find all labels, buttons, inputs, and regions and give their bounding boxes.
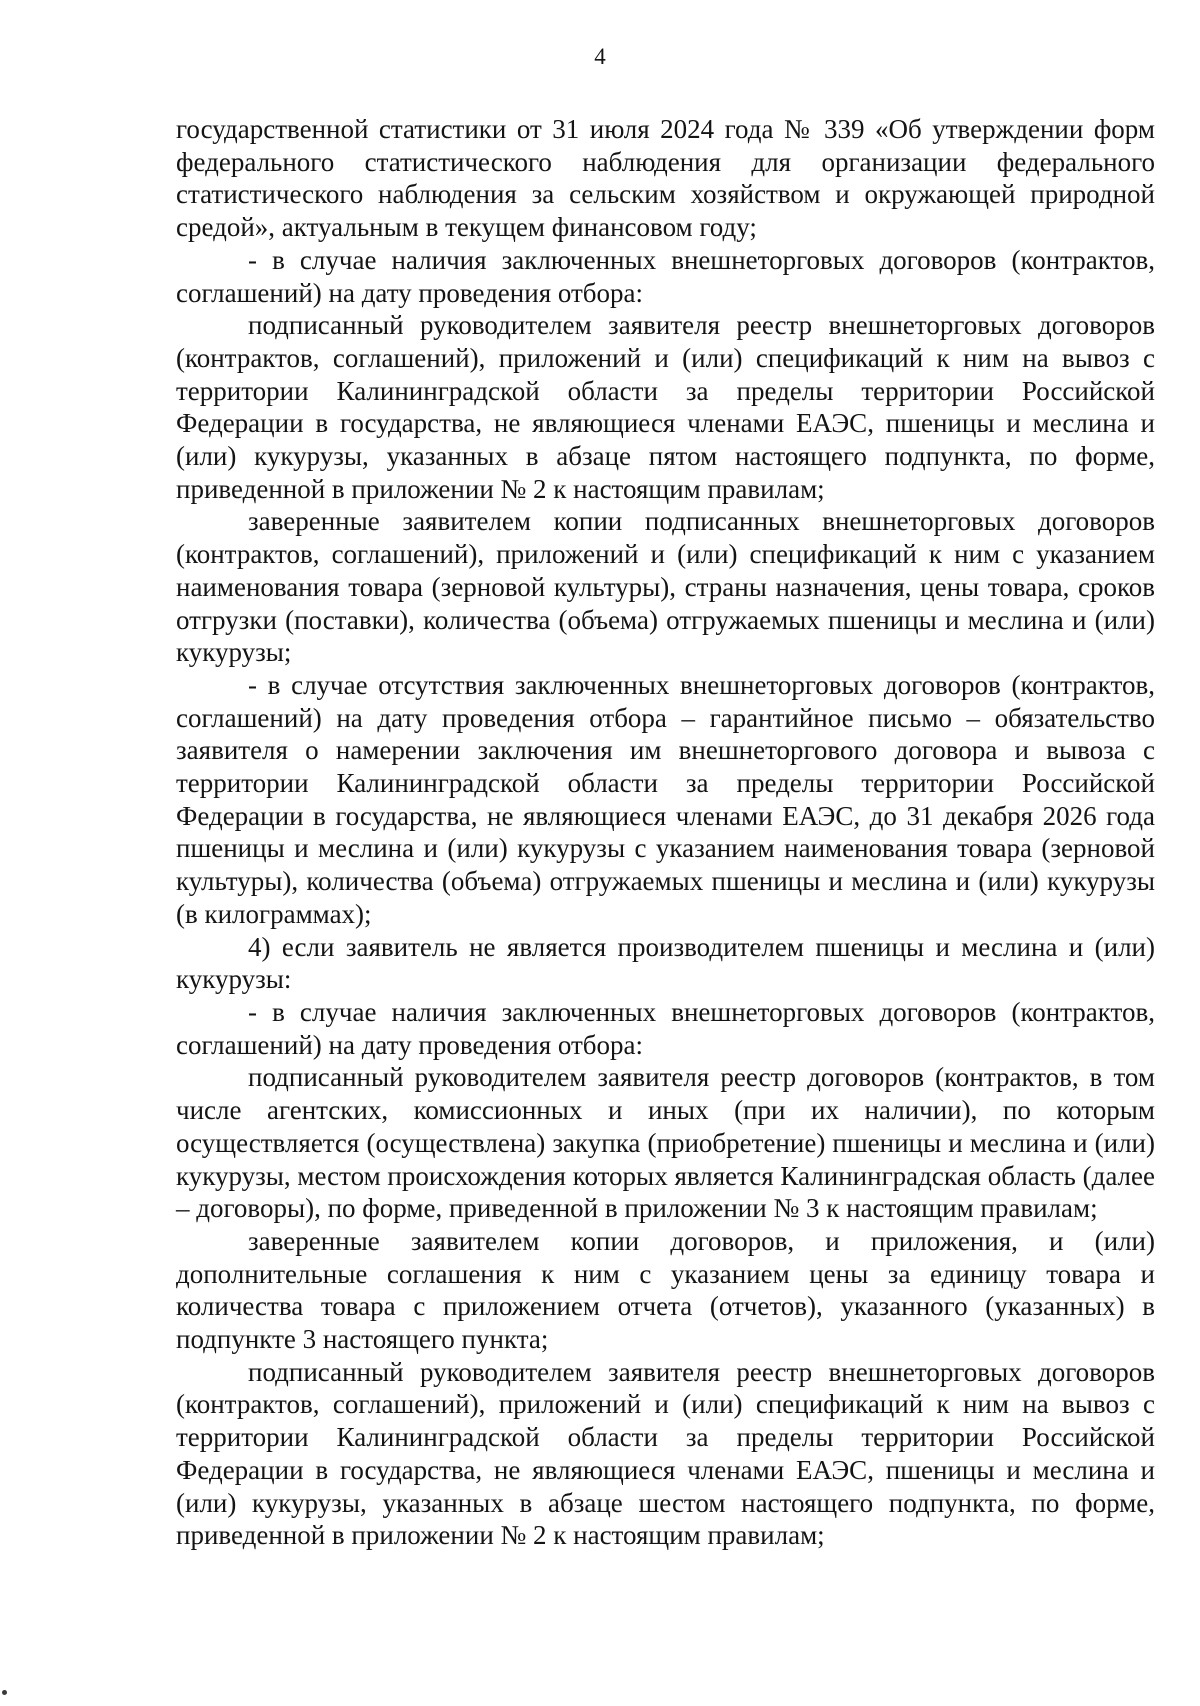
document-body	[176, 113, 1155, 1552]
scan-speck	[2, 1690, 7, 1695]
paragraph: подписанный руководителем заявителя реестр внешнеторговых договоров (контрактов, соглашений), приложений и (или) спецификаций к ним на вывоз с территории Калининградской области за пределы территории Российской Федерации в государства, не являющиеся членами ЕАЭС, пшеницы и меслина и (или) кукурузы, указанных в абзаце пятом настоящего подпункта, по форме, приведенной в приложении № 2 к настоящим правилам;	[176, 310, 1155, 504]
paragraph: - в случае наличия заключенных внешнеторговых договоров (контрактов, соглашений) на дату проведения отбора:	[176, 244, 1155, 308]
paragraph: государственной статистики от 31 июля 2024 года № 339 «Об утверждении форм федерального статистического наблюдения для организации федерального статистического наблюдения за сельским хозяйством и окружающей природной средой», актуальным в текущем финансовом году;	[176, 114, 1155, 243]
paragraph: - в случае отсутствия заключенных внешнеторговых договоров (контрактов, соглашений) на дату проведения отбора – гарантийное письмо – обязательство заявителя о намерении заключения им внешнеторгового договора и вывоза с территории Калининградской области за пределы территории Российской Федерации в государства, не являющиеся членами ЕАЭС, до 31 декабря 2026 года пшеницы и меслина и (или) кукурузы с указанием наименования товара (зерновой культуры), количества (объема) отгружаемых пшеницы и меслина и (или) кукурузы (в килограммах);	[176, 669, 1155, 929]
paragraph: 4) если заявитель не является производителем пшеницы и меслина и (или) кукурузы:	[176, 931, 1155, 995]
paragraph: заверенные заявителем копии договоров, и приложения, и (или) дополнительные соглашения к ним с указанием цены за единицу товара и количества товара с приложением отчета (отчетов), указанного (указанных) в подпункте 3 настоящего пункта;	[176, 1225, 1155, 1355]
paragraph: подписанный руководителем заявителя реестр договоров (контрактов, в том числе агентских, комиссионных и иных (при их наличии), по которым осуществляется (осуществлена) закупка (приобретение) пшеницы и меслина и (или) кукурузы, местом происхождения которых является Калининградская область (далее – договоры), по форме, приведенной в приложении № 3 к настоящим правилам;	[176, 1062, 1155, 1224]
paragraph: заверенные заявителем копии подписанных внешнеторговых договоров (контрактов, соглашений), приложений и (или) спецификаций к ним с указанием наименования товара (зерновой культуры), страны назначения, цены товара, сроков отгрузки (поставки), количества (объема) отгружаемых пшеницы и меслина и (или) кукурузы;	[176, 506, 1155, 668]
paragraph: подписанный руководителем заявителя реестр внешнеторговых договоров (контрактов, соглашений), приложений и (или) спецификаций к ним на вывоз с территории Калининградской области за пределы территории Российской Федерации в государства, не являющиеся членами ЕАЭС, пшеницы и меслина и (или) кукурузы, указанных в абзаце шестом настоящего подпункта, по форме, приведенной в приложении № 2 к настоящим правилам;	[176, 1356, 1155, 1551]
page-number: 4	[594, 44, 606, 69]
paragraph: - в случае наличия заключенных внешнеторговых договоров (контрактов, соглашений) на дату проведения отбора:	[176, 996, 1155, 1060]
